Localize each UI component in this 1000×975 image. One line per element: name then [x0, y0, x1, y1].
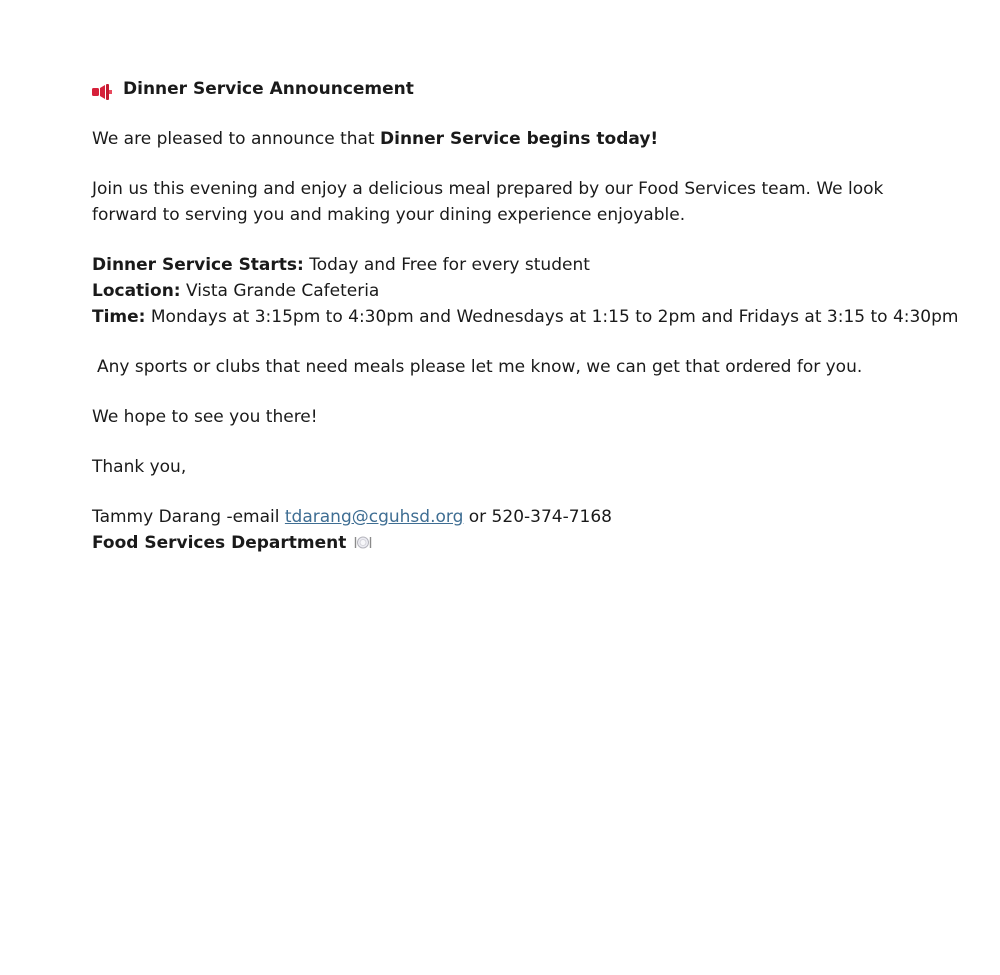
signature-contact [92, 504, 972, 530]
hope-text: We hope to see you there! [92, 407, 318, 427]
signature-phone: or 520-374-7168 [463, 507, 612, 527]
body-paragraph [92, 176, 972, 228]
body-line-1: Join us this evening and enjoy a delicious meal prepared by our Food Services team. We look [92, 179, 884, 199]
details-block [92, 252, 972, 330]
body-line-2: forward to serving you and making your dining experience enjoyable. [92, 205, 686, 225]
email-link[interactable]: tdarang@cguhsd.org [284, 507, 464, 527]
intro-text: We are pleased to announce that [92, 129, 380, 149]
detail-start-label: Dinner Service Starts: [92, 255, 304, 275]
megaphone-icon [92, 82, 114, 98]
detail-location [92, 278, 972, 304]
signature-department [92, 530, 972, 556]
detail-location-label: Location: [92, 281, 181, 301]
signature-name: Tammy Darang -email [92, 507, 285, 527]
signature-block [92, 504, 972, 556]
detail-time [92, 304, 972, 330]
detail-start-value: Today and Free for every student [303, 255, 590, 275]
intro-paragraph [92, 126, 972, 152]
detail-start [92, 252, 972, 278]
plate-icon [354, 531, 372, 545]
sports-note: Any sports or clubs that need meals please let me know, we can get that ordered for you. [97, 357, 863, 377]
department-name: Food Services Department [92, 533, 347, 553]
announcement-heading [92, 76, 972, 102]
detail-time-label: Time: [92, 307, 146, 327]
thanks-text: Thank you, [92, 457, 187, 477]
detail-location-value: Vista Grande Cafeteria [180, 281, 380, 301]
intro-bold-text: Dinner Service begins today! [380, 129, 659, 149]
announcement-title: Dinner Service Announcement [123, 79, 414, 99]
document-page [92, 76, 972, 580]
detail-time-value: Mondays at 3:15pm to 4:30pm and Wednesdays at 1:15 to 2pm and Fridays at 3:15 to 4:30pm [145, 307, 959, 327]
